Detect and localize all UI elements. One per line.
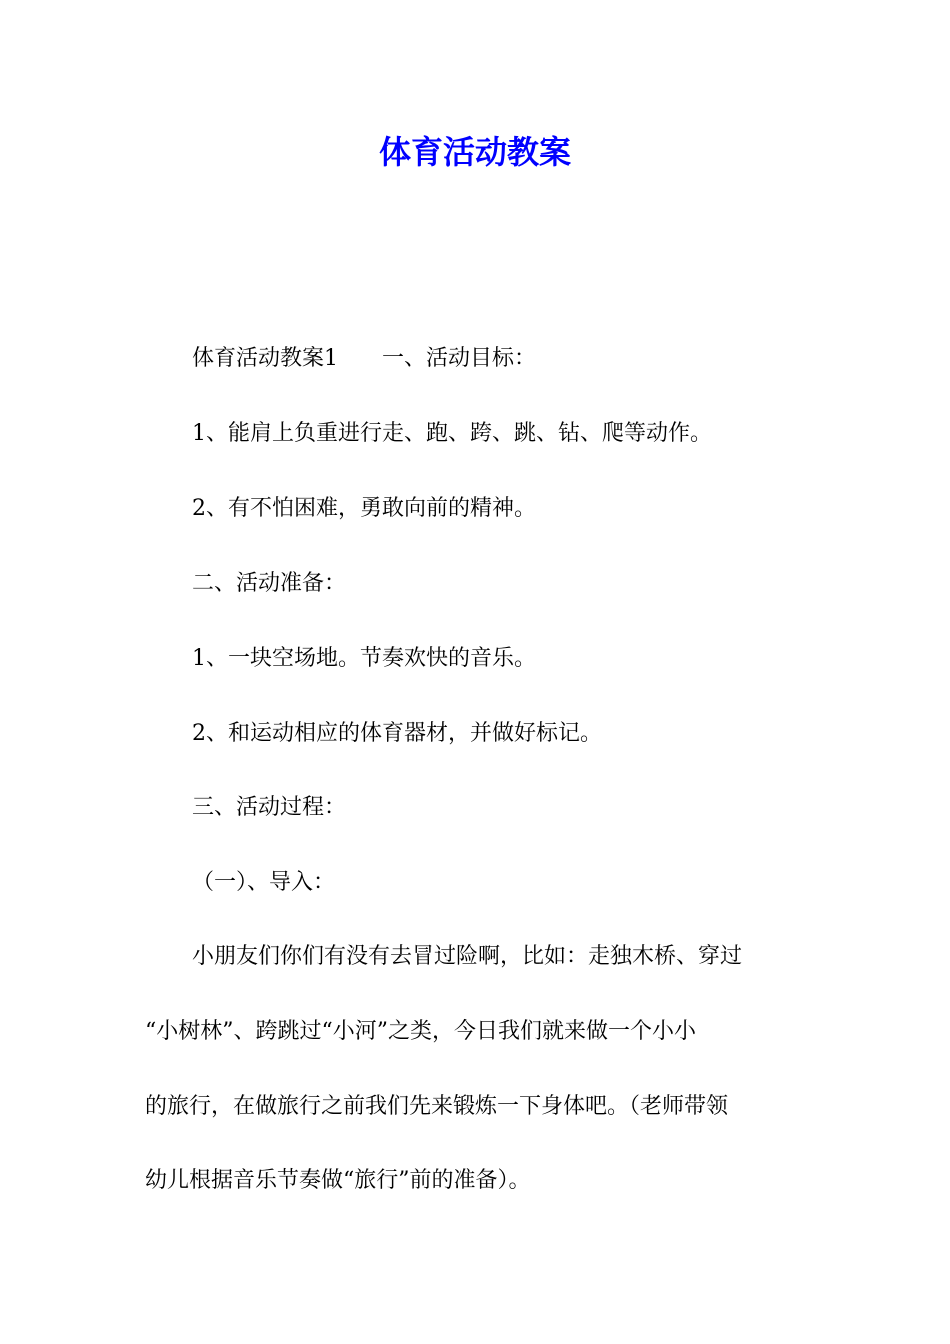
- goal-item-2: 2、有不怕困难，勇敢向前的精神。: [192, 496, 536, 521]
- preparation-heading: 二、活动准备：: [192, 571, 347, 596]
- body-paragraph-line: 的旅行，在做旅行之前我们先来锻炼一下身体吧。（老师带领: [145, 1094, 729, 1119]
- body-paragraph-line: “小树林”、跨跳过“小河”之类，今日我们就来做一个小小: [145, 1019, 696, 1044]
- activity-goals-heading: 一、活动目标：: [382, 346, 537, 371]
- process-heading: 三、活动过程：: [192, 795, 347, 820]
- document-title: 体育活动教案: [378, 133, 571, 171]
- section-heading-line: [192, 344, 536, 374]
- body-paragraph-line: 小朋友们你们有没有去冒过险啊，比如：走独木桥、穿过: [192, 944, 743, 969]
- preparation-item-2: 2、和运动相应的体育器材，并做好标记。: [192, 721, 602, 746]
- body-paragraph-line: 幼儿根据音乐节奏做“旅行”前的准备）。: [145, 1168, 531, 1193]
- lesson-plan-label: 体育活动教案1: [192, 346, 338, 371]
- intro-subheading: （一）、导入：: [192, 870, 336, 895]
- goal-item-1: 1、能肩上负重进行走、跑、跨、跳、钻、爬等动作。: [192, 421, 712, 446]
- preparation-item-1: 1、一块空场地。节奏欢快的音乐。: [192, 646, 536, 671]
